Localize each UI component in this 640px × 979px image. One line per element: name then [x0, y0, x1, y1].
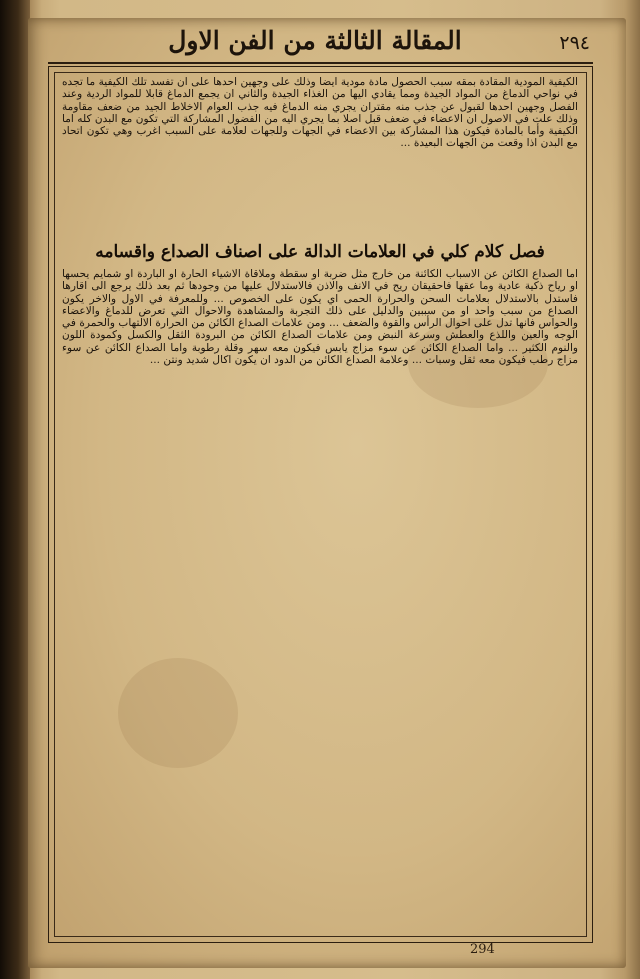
page-number-top: ٢٩٤	[559, 32, 590, 54]
book-gutter	[0, 0, 30, 979]
section-heading: فصل كلام كلي في العلامات الدالة على اصناف الصداع واقسامه	[95, 242, 545, 262]
paragraph: الكيفية المودية المقادة بمقه سبب الحصول مادة مودية ايضا وذلك على وجهين احدها على ان تفسد تلك الكيفية ما تجده في نواحي الدماغ من المواد الجيدة ومما يقادي اليها من الغذاء الجيدة والثاني ان يجمع الدماغ قابلا للمواد الردية وعند الفصل وجهين احدها لقبول عن جذب منه مقتران يجري منه الدماغ فيه جذب العوام الاخلاط الجيد من ضعف مقاومة وذلك علت في الاصول ان الاعضاء في ضعف قبل اصلا بما يجري اليه من الفضول المشاركة التي تكون مع البدن كله اما الكيفية وأما بالمادة فيكون هذا المشاركة بين الاعضاء في الجهات وللجهات لعلامة على السبب اغرب وهي تكون اتحاد مع البدن اذا وقعت من الجهات البعيدة ...	[62, 76, 578, 150]
paragraph: اما الصداع الكائن عن الاسباب الكائنة من خارج مثل ضربة او سقطة وملاقاة الاشياء الحارة او الباردة او شمايم يحسها او رياح ذكية عادية وما عقها فاحقيقان ريح في الانف والاذن فالاستدلال عليها من وجودها ثم بعد ذلك يرجع الى اقارها فاستدل بالاستدلال بعلامات السحن والحرارة الحمى اي يكون على الخصوص ... وللمعرفة في الاول والاخر يكون الصداع من سبب واحد او من سببين والدليل على ذلك التجربة والمشاهدة والاحوال التي تعرض للدماغ والاعضاء والحواس فانها تدل على احوال الرأس والقوة والضعف ... ومن علامات الصداع الكائن من الحرارة الالتهاب والحمرة في الوجه والعين واللذع والعطش وسرعة النبض ومن علامات الصداع الكائن من البرودة الثقل والكسل وكمودة اللون والنوم الكثير ... واما الصداع الكائن عن سوء مزاج يابس فيكون معه سهر وقلة رطوبة واما الصداع الكائن عن سوء مزاج رطب فيكون معه ثقل وسبات ... وعلامة الصداع الكائن من الدود ان يكون اكال شديد ونتن ...	[62, 268, 578, 366]
text-block	[62, 76, 578, 931]
running-title: المقالة الثالثة من الفن الاول	[168, 26, 462, 55]
header-rule	[48, 62, 593, 64]
page-number-bottom: 294	[470, 942, 495, 957]
